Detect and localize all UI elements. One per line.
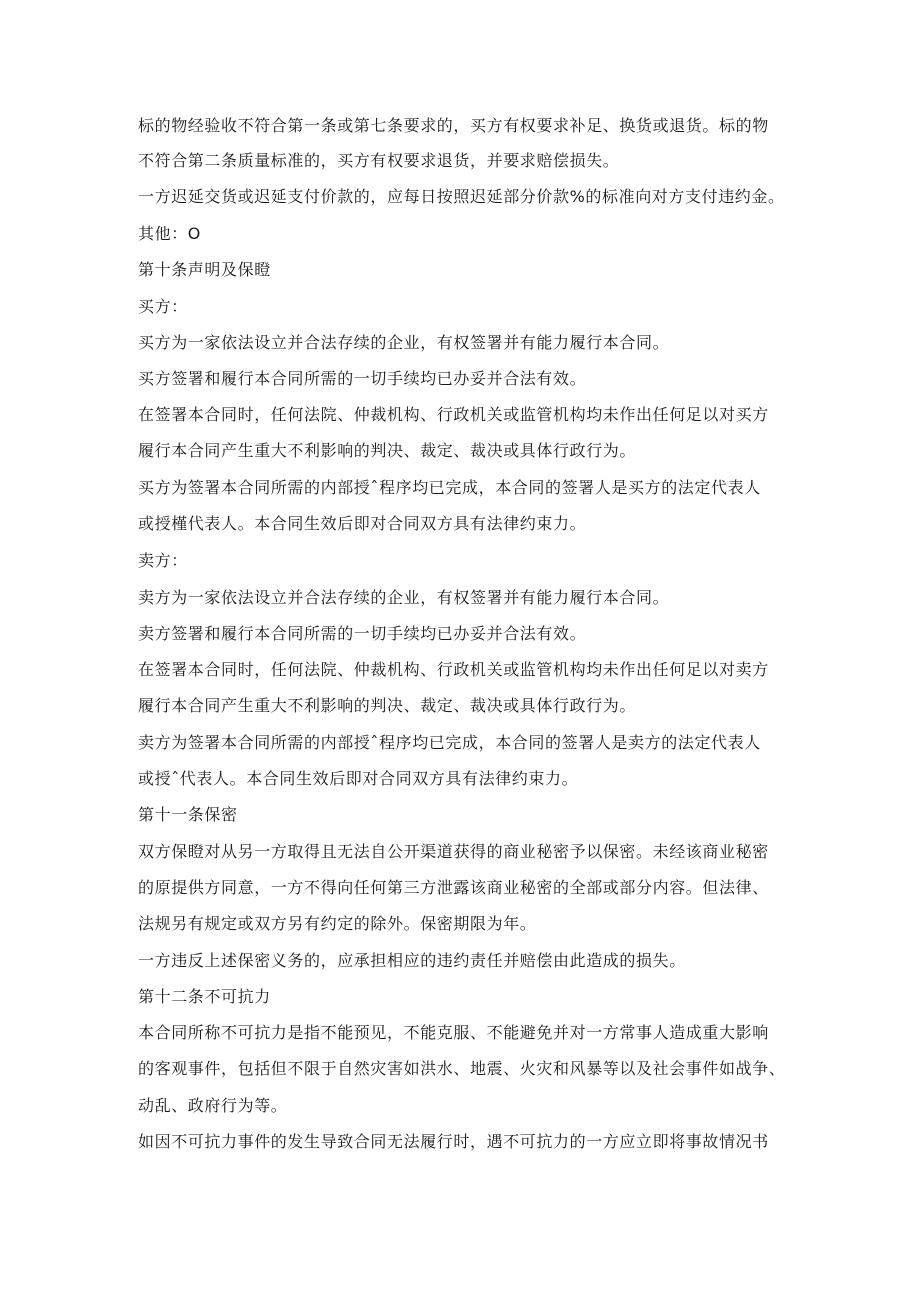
text-line: 卖方签署和履行本合同所需的一切手续均已办妥并合法有效。	[138, 624, 587, 643]
text-line: 其他：O	[138, 224, 201, 243]
text-line: 履行本合同产生重大不利影响的判决、裁定、裁决或具体行政行为。	[138, 696, 637, 715]
text-line: 卖方为签署本合同所需的内部授ˆ程序均已完成，本合同的签署人是卖方的法定代表人	[138, 733, 761, 752]
text-line: 买方为签署本合同所需的内部授ˆ程序均已完成，本合同的签署人是买方的法定代表人	[138, 478, 761, 497]
text-line: 法规另有规定或双方另有约定的除外。保密期限为年。	[138, 914, 537, 933]
text-line: 在签署本合同时，任何法院、仲裁机构、行政机关或监管机构均未作出任何足以对买方	[138, 405, 769, 424]
text-line: 的客观事件，包括但不限于自然灾害如洪水、地震、火灾和风暴等以及社会事件如战争、	[138, 1059, 786, 1078]
party-label: 买方：	[138, 297, 188, 316]
text-line: 动乱、政府行为等。	[138, 1096, 288, 1115]
section-heading: 第十二条不可抗力	[138, 987, 271, 1006]
text-line: 买方签署和履行本合同所需的一切手续均已办妥并合法有效。	[138, 369, 587, 388]
text-line: 本合同所称不可抗力是指不能预见，不能克服、不能避免并对一方常事人造成重大影响	[138, 1023, 769, 1042]
text-line: 在签署本合同时，任何法院、仲裁机构、行政机关或监管机构均未作出任何足以对卖方	[138, 660, 769, 679]
text-line: 履行本合同产生重大不利影响的判决、裁定、裁决或具体行政行为。	[138, 441, 637, 460]
text-line: 标的物经验收不符合第一条或第七条要求的，买方有权要求补足、换货或退货。标的物	[138, 116, 769, 135]
section-heading: 第十条声明及保瞪	[138, 260, 271, 279]
text-line: 的原提供方同意，一方不得向任何第三方泄露该商业秘密的全部或部分内容。但法律、	[138, 878, 769, 897]
section-heading: 第十一条保密	[138, 805, 238, 824]
text-line: 一方迟延交货或迟延支付价款的，应每日按照迟延部分价款%的标准向对方支付违约金。	[138, 187, 785, 206]
text-line: 或授槿代表人。本合同生效后即对合同双方具有法律约束力。	[138, 514, 587, 533]
text-line: 双方保瞪对从另一方取得且无法自公开渠道获得的商业秘密予以保密。未经该商业秘密	[138, 842, 769, 861]
party-label: 卖方：	[138, 551, 188, 570]
text-line: 一方违反上述保密义务的，应承担相应的违约责任并赔偿由此造成的损失。	[138, 951, 686, 970]
text-line: 买方为一家依法设立并合法存续的企业，有权签署并有能力履行本合同。	[138, 333, 670, 352]
text-line: 不符合第二条质量标准的，买方有权要求退货，并要求赔偿损失。	[138, 151, 620, 170]
text-line: 如因不可抗力事件的发生导致合同无法履行时，遇不可抗力的一方应立即将事故情况书	[138, 1132, 769, 1151]
text-line: 卖方为一家依法设立并合法存续的企业，有权签署并有能力履行本合同。	[138, 588, 670, 607]
text-line: 或授ˆ代表人。本合同生效后即对合同双方具有法律约束力。	[138, 769, 579, 788]
